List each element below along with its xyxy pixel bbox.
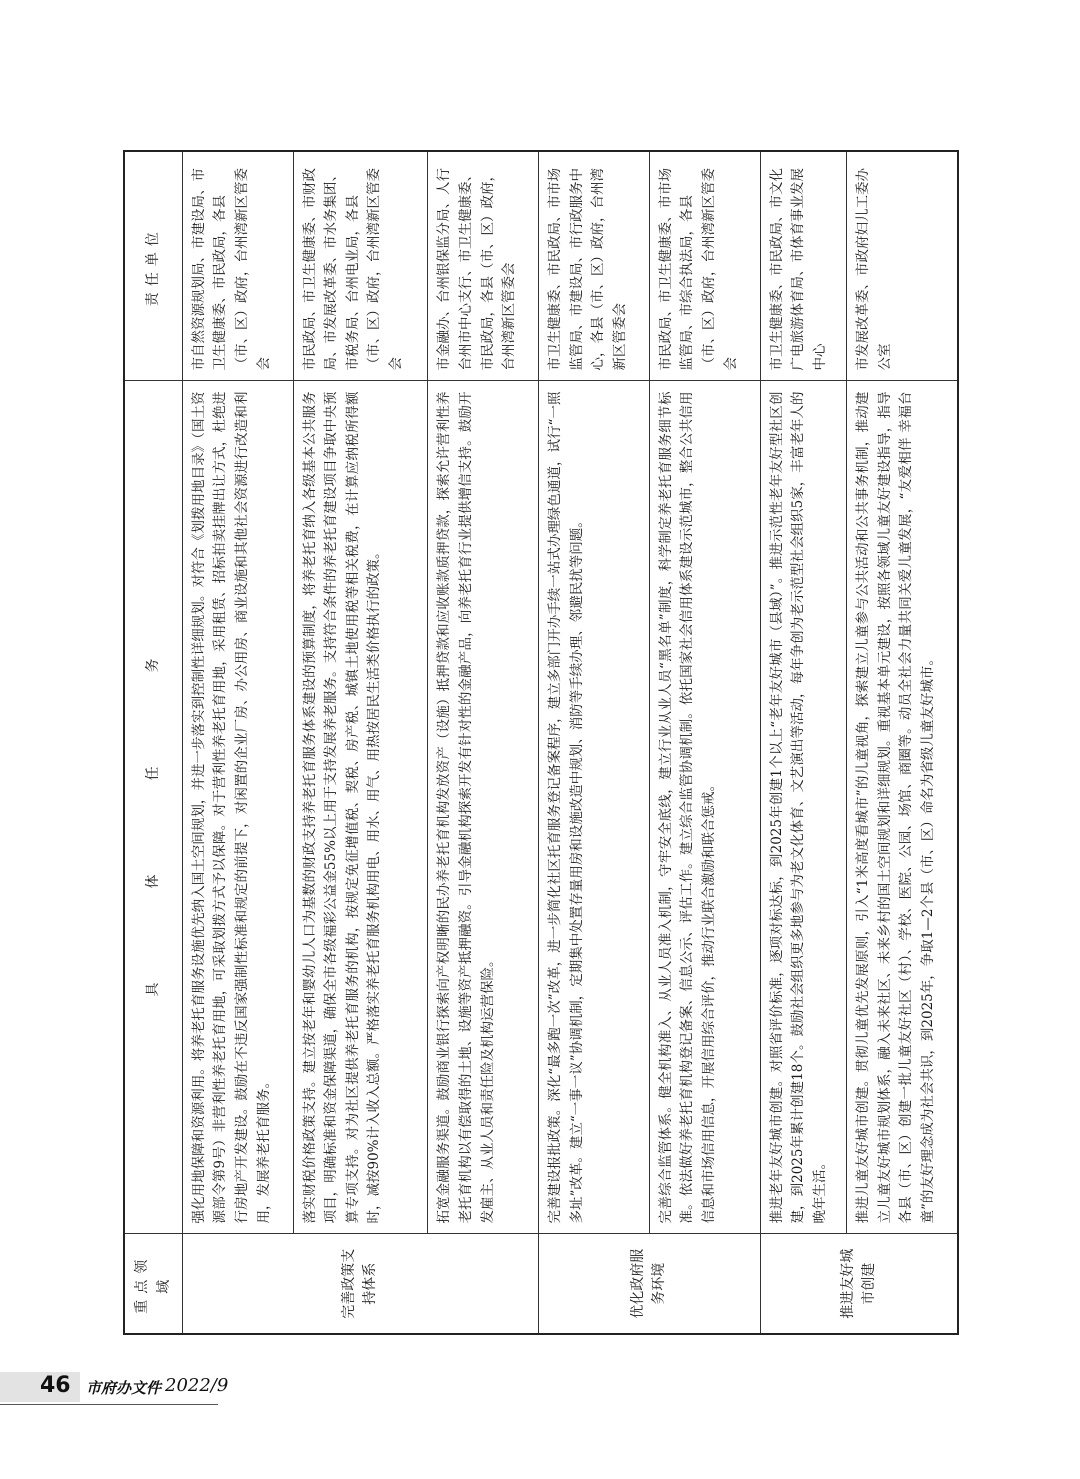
table-row [649, 151, 760, 1334]
area-friendly-city: 推进友好城市创建 [760, 1234, 958, 1334]
task-finance-service: 拓宽金融服务渠道。鼓励商业银行探索向产权明晰的民办养老托育机构发放资产（设施）抵押贷款和应收账款质押贷款，探索允许营利性养老托育机构以有偿取得的土地、设施等资产抵押融资。引导金融机构探索开发有针对性的金融产品，向养老托育行业提供增信支持。鼓励开发雇主、从业人员和责任险及机构运营保险。 [428, 381, 539, 1234]
task-supervision: 完善综合监管体系。健全机构准入、从业人员准入机制，守牢安全底线，建立行业从业人员“黑名单”制度，科学制定养老托育服务细节标准。依法做好养老托育机构登记备案、信息公示、评估工作。建立综合监管协调机制。依托国家社会信用体系建设示范城市，整合公共信用信息和市场信用信息，开展信用综合评价，推动行业联合激励和联合惩戒。 [649, 381, 760, 1234]
publication-issue: 2022/9 [165, 1375, 229, 1396]
unit-finance-service: 市金融办、台州银保监分局、人行台州市中心支行、市卫生健康委、市民政局，各县（市、区）政府，台州湾新区管委会 [428, 151, 539, 381]
task-elderly-friendly-city: 推进老年友好城市创建。对照省评价标准，逐项对标达标，到2025年创建1个以上“老年友好城市（县域）”。推进示范性老年友好型社区创建，到2025年累计创建18个。鼓励社会组织更多地参与为老文化体育、文艺演出等活动，每年争创为老示范型社会组织5家，丰富老年人的晚年生活。 [760, 381, 847, 1234]
unit-child-friendly-city: 市发展改革委、市政府妇儿工委办公室 [847, 151, 958, 381]
unit-fiscal-policy: 市民政局、市卫生健康委、市财政局、市发展改革委、市水务集团、市税务局、台州电业局，各县（市、区）政府，台州湾新区管委会 [293, 151, 428, 381]
table-row [760, 151, 847, 1334]
unit-elderly-friendly-city: 市卫生健康委、市民政局、市文化广电旅游体育局、市体育事业发展中心 [760, 151, 847, 381]
publication-title: 市府办文件 [86, 1379, 162, 1397]
header-area: 重点领域 [124, 1234, 182, 1334]
task-approval-policy: 完善建设报批政策。深化“最多跑一次”改革，进一步简化社区托育服务登记备案程序，建立多部门开办手续一站式办理绿色通道，试行“一照多址”改革。建立“一事一议”协调机制，定期集中处置存量用房和设施改造中规划、消防等手续办理、邻避民扰等问题。 [539, 381, 650, 1234]
unit-approval-policy: 市卫生健康委、市民政局、市市场监管局、市建设局、市行政服务中心，各县（市、区）政府，台州湾新区管委会 [539, 151, 650, 381]
header-unit: 责任单位 [124, 151, 182, 381]
table-header-row [124, 151, 182, 1334]
unit-supervision: 市民政局、市卫生健康委、市市场监管局、市综合执法局，各县（市、区）政府，台州湾新区管委会 [649, 151, 760, 381]
table-row [428, 151, 539, 1334]
header-task: 具 体 任 务 [124, 381, 182, 1234]
area-service-environment: 优化政府服务环境 [539, 1234, 760, 1334]
footer-rule [0, 1404, 218, 1405]
table-row [847, 151, 958, 1334]
unit-land-guarantee: 市自然资源规划局、市建设局、市卫生健康委、市民政局，各县（市、区）政府，台州湾新区管委会 [182, 151, 293, 381]
area-policy-support: 完善政策支持体系 [182, 1234, 538, 1334]
page-number: 46 [40, 1373, 71, 1398]
page-footer [0, 1372, 229, 1402]
rotated-table-page [123, 150, 959, 1335]
table-row [182, 151, 293, 1334]
task-land-guarantee: 强化用地保障和资源利用。将养老托育服务设施优先纳入国土空间规划，并进一步落实到控制性详细规划。对符合《划拨用地目录》（国土资源部令第9号）非营利性养老托育用地，可采取划拨方式予以保障。对于营利性养老托育用地，采用租赁、招标拍卖挂牌出让方式，杜绝进行房地产开发建设。鼓励在不违反国家强制性标准和规定的前提下，对闲置的企业厂房、办公用房、商业设施和其他社会资源进行改造和利用，发展养老托育服务。 [182, 381, 293, 1234]
table-row [293, 151, 428, 1334]
task-fiscal-policy: 落实财税价格政策支持。建立按老年和婴幼儿人口为基数的财政支持养老托育服务体系建设的预算制度，将养老托育纳入各级基本公共服务项目，明确标准和资金保障渠道，确保全市各级福彩公益金55%以上用于支持发展养老服务。支持符合条件的养老托育建设项目争取中央预算专项支持。对为社区提供养老托育服务的机构，按规定免征增值税、契税、房产税、城镇土地使用税等相关税费，在计算应纳税所得额时，减按90%计入收入总额。严格落实养老托育服务机构用电、用水、用气、用热按居民生活类价格执行的政策。 [293, 381, 428, 1234]
table-row [539, 151, 650, 1334]
task-table [123, 150, 959, 1335]
task-child-friendly-city: 推进儿童友好城市创建。贯彻儿童优先发展原则，引入“1米高度看城市”的儿童视角，探索建立儿童参与公共活动和公共事务机制，推动建立儿童友好城市规划体系，融入未来社区、未来乡村的国土空间规划和详细规划。重视基本单元建设，按照各领域儿童友好建设指导，指导各县（市、区）创建一批儿童友好社区（村）、学校、医院、公园、场馆、商圈等。动员全社会力量共同关爱儿童发展，“友爱相伴 幸福台童”的友好理念成为社会共识，到2025年，争取1—2个县（市、区）命名为省级儿童友好城市。 [847, 381, 958, 1234]
